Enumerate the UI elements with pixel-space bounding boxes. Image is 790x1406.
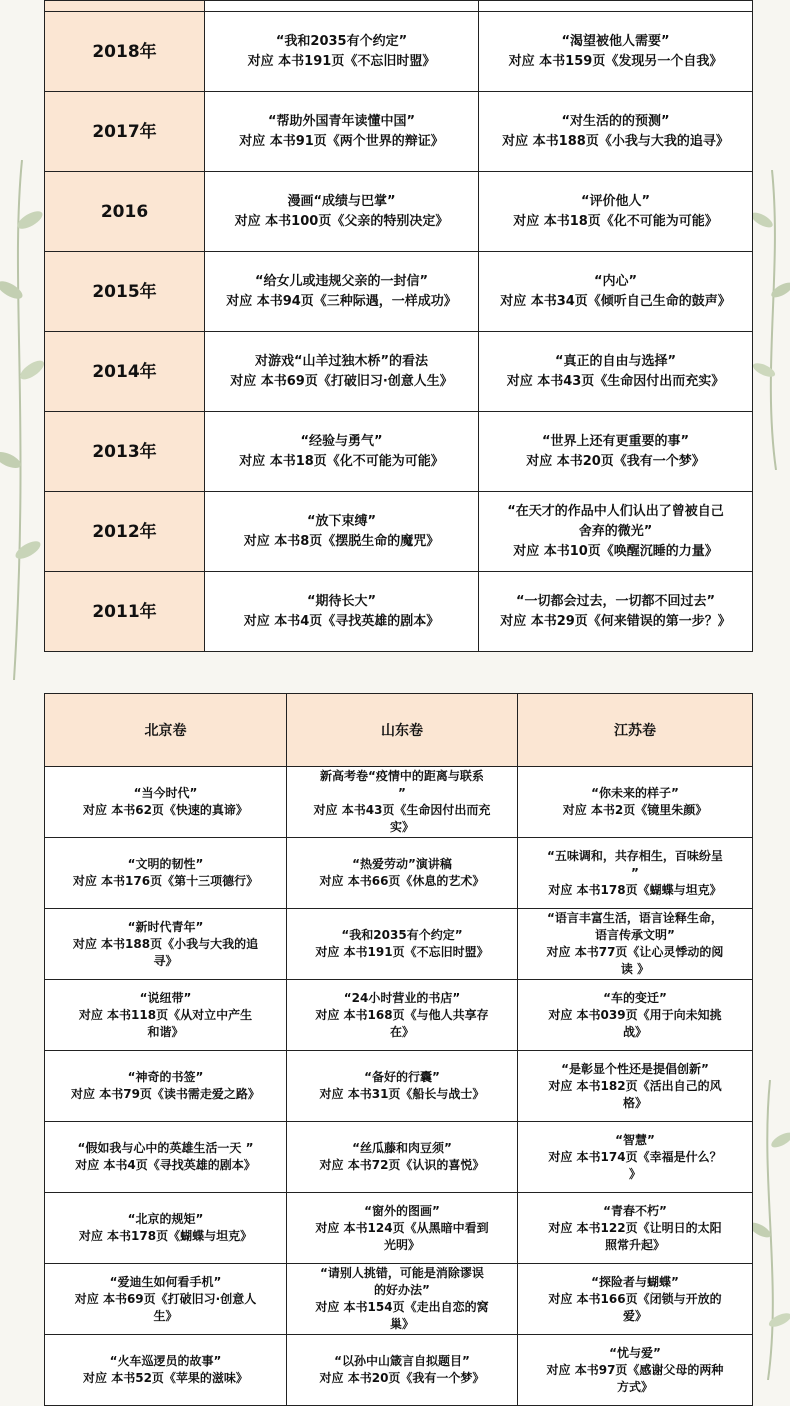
cell-text-line: 舍弃的微光” (578, 523, 653, 539)
cell-text-line: 对应 本书91页《两个世界的辩证》 (239, 133, 444, 149)
cell-text-line: 对应 本书18页《化不可能为可能》 (513, 213, 718, 229)
cell-text-line: 生》 (153, 1308, 178, 1323)
topic-cell-beijing (45, 1264, 287, 1335)
header-beijing: 北京卷 (45, 694, 287, 767)
cell-text-line: “丝瓜藤和肉豆须” (352, 1141, 452, 1155)
cell-text-line: “经验与勇气” (300, 433, 383, 449)
topic-cell-shandong (287, 767, 518, 838)
cell-text-line: “你未来的样子” (591, 786, 679, 800)
cell-text-line: 对应 本书118页《从对立中产生 (78, 1007, 253, 1022)
topic-cell-shandong (287, 1264, 518, 1335)
cell-text-line: 新高考卷“疫情中的距离与联系 (320, 769, 484, 783)
year-cell: 2017年 (45, 92, 205, 172)
cell-text-line: “真正的自由与选择” (554, 353, 677, 369)
cell-text-line: “请别人挑错，可能是消除谬误 (320, 1266, 484, 1280)
cell-text-line: 对应 本书166页《闭锁与开放的 (548, 1291, 722, 1306)
topic-cell-beijing (45, 767, 287, 838)
topic-cell-right (479, 332, 753, 412)
cell-text-line: “我和2035有个约定” (275, 33, 408, 49)
topic-cell-shandong (287, 909, 518, 980)
cell-text-line: 对应 本书191页《不忘旧时盟》 (315, 945, 489, 959)
year-cell: 2014年 (45, 332, 205, 412)
cell-text-line: 对应 本书124页《从黑暗中看到 (315, 1220, 489, 1235)
table-row (45, 12, 753, 92)
cell-text-line: “神奇的书签” (127, 1070, 204, 1084)
cell-text-line: 对应 本书178页《蝴蝶与坦克》 (78, 1229, 253, 1243)
cell-text-line: 巢》 (389, 1317, 414, 1331)
cell-text-line: ” (631, 865, 639, 880)
cell-text-line: 对应 本书122页《让明日的太阳 (548, 1220, 722, 1235)
cell-text-line: “语言丰富生活，语言诠释生命， (547, 911, 723, 925)
cell-text-line: 在》 (389, 1024, 414, 1039)
topic-cell-jiangsu (518, 767, 753, 838)
leaf-decoration-right-bottom (752, 1080, 790, 1380)
cell-text-line: “火车巡逻员的故事” (109, 1354, 222, 1368)
cell-text-line: ” (398, 786, 406, 800)
year-cell-partial (45, 1, 205, 12)
cell-text-line: “忧与爱” (609, 1345, 661, 1360)
table-row (45, 332, 753, 412)
topic-cell-shandong (287, 1051, 518, 1122)
cell-text-line: “智慧” (615, 1132, 655, 1147)
exam-topics-by-year-table (44, 0, 753, 652)
topic-cell-left (205, 492, 479, 572)
table-row (45, 909, 753, 980)
cell-text-line: 对应 本书4页《寻找英雄的剧本》 (75, 1158, 256, 1172)
year-cell: 2012年 (45, 492, 205, 572)
topic-cell-right (479, 252, 753, 332)
table-row (45, 767, 753, 838)
cell-text-line: “假如我与心中的英雄生活一天 ” (77, 1141, 254, 1155)
topic-cell-jiangsu (518, 980, 753, 1051)
leaf-decoration-right (752, 170, 790, 470)
cell-text-line: “给女儿或违规父亲的一封信” (254, 273, 429, 289)
cell-text-line: 对应 本书18页《化不可能为可能》 (239, 453, 444, 469)
cell-text-line: “期待长大” (306, 593, 377, 609)
cell-text-line: 寻》 (153, 953, 178, 968)
cell-text-line: 的好办法” (374, 1283, 430, 1297)
cell-text-line: “是彰显个性还是提倡创新” (561, 1061, 709, 1076)
cell-text-line: 对应 本书188页《小我与大我的追寻》 (502, 133, 729, 149)
cell-text-line: 爱》 (622, 1308, 647, 1323)
cell-text-line: “我和2035有个约定” (341, 928, 463, 942)
cell-text-line: 对应 本书69页《打破旧习·创意人生》 (230, 373, 453, 389)
topic-cell-beijing (45, 980, 287, 1051)
cell-text-line: 漫画“成绩与巴掌” (287, 193, 396, 209)
cell-text-line: “青春不朽” (603, 1203, 667, 1218)
cell-text-line: “说纽带” (139, 990, 192, 1005)
table-row (45, 1264, 753, 1335)
topic-cell-right (479, 172, 753, 252)
exam-topics-by-province-table (44, 693, 753, 1406)
cell-text-line: “对生活的的预测” (561, 113, 670, 129)
top-table-body (45, 1, 753, 652)
table-row (45, 1051, 753, 1122)
cell-text-line: “在天才的作品中人们认出了曾被自己 (507, 503, 724, 519)
topic-cell-jiangsu (518, 1335, 753, 1406)
table-row (45, 412, 753, 492)
year-cell: 2015年 (45, 252, 205, 332)
topic-cell-left (205, 172, 479, 252)
topic-cell-beijing (45, 909, 287, 980)
cell-text-line: 对游戏“山羊过独木桥”的看法 (254, 353, 429, 369)
cell-text-line: 对应 本书43页《生命因付出而充实》 (506, 373, 725, 389)
topic-cell-right (479, 492, 753, 572)
topic-cell-left (205, 332, 479, 412)
cell-text-line: 战》 (622, 1024, 647, 1039)
cell-text-line: 光明》 (383, 1237, 420, 1252)
cell-text-line: “帮助外国青年读懂中国” (267, 113, 416, 129)
cell-text-line: “热爱劳动”演讲稿 (352, 857, 452, 871)
cell-text-line: “世界上还有更重要的事” (541, 433, 690, 449)
cell-text-line: “新时代青年” (127, 919, 204, 934)
cell-text-line: 对应 本书2页《镜里朱颜》 (562, 803, 708, 817)
cell-text-line: 对应 本书039页《用于向未知挑 (548, 1007, 722, 1022)
cell-text-line: 对应 本书191页《不忘旧时盟》 (247, 53, 436, 69)
cell-text-line: 对应 本书154页《走出自恋的窝 (315, 1300, 489, 1314)
topic-cell-partial (479, 1, 753, 12)
cell-text-line: 对应 本书159页《发现另一个自我》 (508, 53, 723, 69)
topic-cell-jiangsu (518, 1193, 753, 1264)
cell-text-line: 语言传承文明” (595, 928, 675, 942)
table-row (45, 572, 753, 652)
topic-cell-shandong (287, 980, 518, 1051)
cell-text-line: 对应 本书174页《幸福是什么？ (548, 1149, 722, 1164)
cell-text-line: “爱迪生如何看手机” (109, 1274, 222, 1289)
cell-text-line: 对应 本书66页《休息的艺术》 (319, 874, 485, 888)
cell-text-line: 对应 本书168页《与他人共享存 (315, 1007, 489, 1022)
cell-text-line: “备好的行囊” (364, 1070, 440, 1084)
cell-text-line: 对应 本书79页《读书需走爱之路》 (71, 1087, 260, 1101)
header-jiangsu: 江苏卷 (518, 694, 753, 767)
cell-text-line: 对应 本书43页《生命因付出而充 (313, 803, 491, 817)
year-cell: 2011年 (45, 572, 205, 652)
table-row (45, 252, 753, 332)
table-row (45, 92, 753, 172)
table-row (45, 1122, 753, 1193)
cell-text-line: “窗外的图画” (364, 1203, 440, 1218)
year-cell: 2018年 (45, 12, 205, 92)
cell-text-line: “内心” (593, 273, 638, 289)
cell-text-line: 方式》 (616, 1379, 653, 1394)
leaf-decoration-left (0, 160, 44, 680)
table-row (45, 1335, 753, 1406)
cell-text-line: 对应 本书10页《唤醒沉睡的力量》 (513, 543, 718, 559)
cell-text-line: “探险者与蝴蝶” (591, 1274, 679, 1289)
cell-text-line: 对应 本书20页《我有一个梦》 (526, 453, 705, 469)
topic-cell-beijing (45, 838, 287, 909)
cell-text-line: 对应 本书178页《蝴蝶与坦克》 (548, 882, 722, 897)
header-shandong: 山东卷 (287, 694, 518, 767)
topic-cell-jiangsu (518, 1051, 753, 1122)
cell-text-line: “放下束缚” (306, 513, 377, 529)
cell-text-line: 对应 本书97页《感谢父母的两种 (546, 1362, 724, 1377)
cell-text-line: “当今时代” (133, 786, 198, 800)
topic-cell-left (205, 572, 479, 652)
table-row (45, 492, 753, 572)
topic-cell-beijing (45, 1122, 287, 1193)
topic-cell-beijing (45, 1335, 287, 1406)
topic-cell-beijing (45, 1193, 287, 1264)
cell-text-line: 对应 本书182页《活出自己的风 (548, 1078, 722, 1093)
topic-cell-shandong (287, 1122, 518, 1193)
topic-cell-left (205, 412, 479, 492)
cell-text-line: 对应 本书100页《父亲的特别决定》 (234, 213, 449, 229)
table-row (45, 172, 753, 252)
topic-cell-shandong (287, 1335, 518, 1406)
table-row-partial (45, 1, 753, 12)
cell-text-line: “北京的规矩” (127, 1212, 204, 1226)
year-cell: 2013年 (45, 412, 205, 492)
cell-text-line: “24小时营业的书店” (343, 990, 461, 1005)
cell-text-line: 照常升起》 (604, 1237, 665, 1252)
topic-cell-jiangsu (518, 1264, 753, 1335)
cell-text-line: 对应 本书52页《苹果的滋味》 (83, 1371, 248, 1385)
cell-text-line: “一切都会过去，一切都不回过去” (515, 593, 716, 609)
cell-text-line: 对应 本书94页《三种际遇，一样成功》 (226, 293, 457, 309)
cell-text-line: 格》 (622, 1095, 647, 1110)
cell-text-line: 对应 本书188页《小我与大我的追 (72, 936, 259, 951)
cell-text-line: “渴望被他人需要” (561, 33, 670, 49)
table-row (45, 838, 753, 909)
cell-text-line: 对应 本书77页《让心灵悸动的阅 (546, 945, 724, 959)
cell-text-line: 对应 本书4页《寻找英雄的剧本》 (243, 613, 440, 629)
topic-cell-right (479, 92, 753, 172)
topic-cell-right (479, 12, 753, 92)
topic-cell-jiangsu (518, 1122, 753, 1193)
cell-text-line: 对应 本书8页《摆脱生命的魔咒》 (243, 533, 440, 549)
cell-text-line: “以孙中山箴言自拟题目” (334, 1354, 470, 1368)
cell-text-line: 对应 本书62页《快速的真谛》 (83, 803, 248, 817)
topic-cell-jiangsu (518, 909, 753, 980)
header-row (45, 694, 753, 767)
cell-text-line: 实》 (389, 820, 414, 834)
cell-text-line: “文明的韧性” (127, 857, 204, 871)
year-cell: 2016 (45, 172, 205, 252)
cell-text-line: 对应 本书31页《船长与战士》 (319, 1087, 485, 1101)
topic-cell-right (479, 412, 753, 492)
cell-text-line: “评价他人” (580, 193, 651, 209)
cell-text-line: 对应 本书69页《打破旧习·创意人 (74, 1291, 257, 1306)
topic-cell-right (479, 572, 753, 652)
cell-text-line: 对应 本书29页《何来错误的第一步？》 (500, 613, 731, 629)
cell-text-line: “车的变迁” (603, 990, 667, 1005)
topic-cell-left (205, 252, 479, 332)
table-row (45, 980, 753, 1051)
topic-cell-jiangsu (518, 838, 753, 909)
cell-text-line: 读 》 (620, 962, 650, 976)
bottom-table-body (45, 767, 753, 1406)
cell-text-line: “五味调和，共存相生，百味纷呈 (547, 848, 723, 863)
cell-text-line: 对应 本书20页《我有一个梦》 (319, 1371, 485, 1385)
topic-cell-left (205, 12, 479, 92)
topic-cell-shandong (287, 1193, 518, 1264)
cell-text-line: 对应 本书34页《倾听自己生命的鼓声》 (500, 293, 731, 309)
topic-cell-beijing (45, 1051, 287, 1122)
cell-text-line: 和谐》 (147, 1024, 184, 1039)
table-row (45, 1193, 753, 1264)
topic-cell-shandong (287, 838, 518, 909)
cell-text-line: 对应 本书176页《第十三项德行》 (72, 874, 259, 888)
topic-cell-partial (205, 1, 479, 12)
cell-text-line: 对应 本书72页《认识的喜悦》 (319, 1158, 485, 1172)
topic-cell-left (205, 92, 479, 172)
cell-text-line: 》 (628, 1166, 641, 1181)
